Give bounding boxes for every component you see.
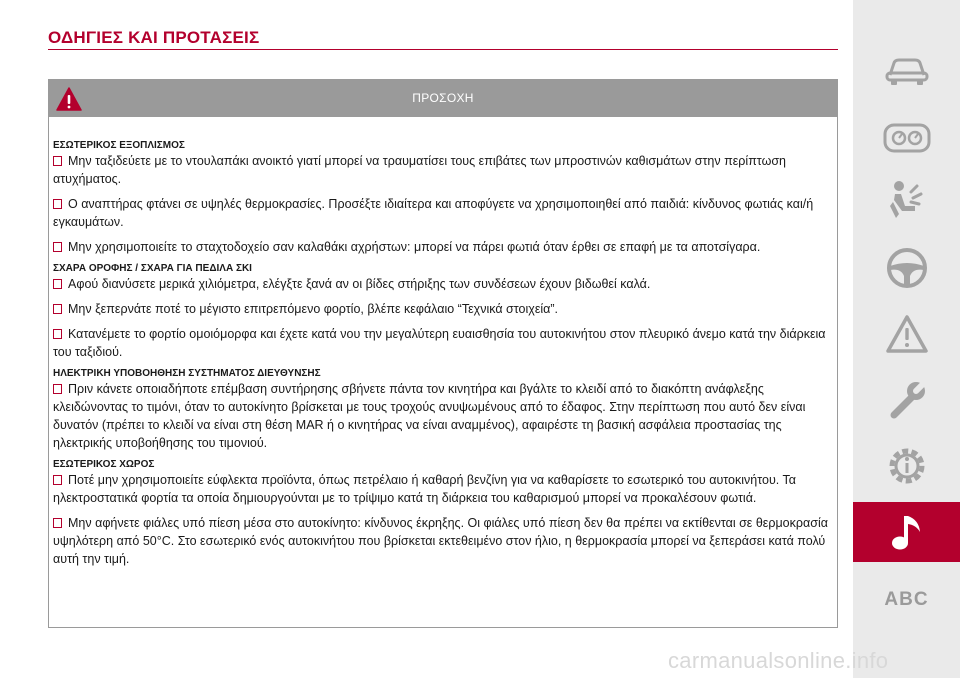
warning-body [53, 140, 839, 575]
sidebar-item-dashboard[interactable] [853, 108, 960, 168]
section-interior [53, 459, 839, 568]
bullet-item [53, 514, 839, 568]
wrench-icon [886, 379, 928, 421]
gear-info-icon [885, 444, 929, 488]
checkbox-bullet-icon [53, 475, 62, 485]
bullet-item [53, 275, 839, 293]
bullet-text: Ο αναπτήρας φτάνει σε υψηλές θερμοκρασίες. Προσέξτε ιδιαίτερα και αποφύγετε να χρησιμοποιηθεί από παιδιά: κίνδυνος φωτιάς και/ή εγκαυμάτων. [53, 197, 814, 229]
section-heading: ΕΣΩΤΕΡΙΚΟΣ ΕΞΟΠΛΙΣΜΟΣ [53, 140, 185, 151]
index-abc-label: ABC [884, 589, 929, 610]
warning-triangle-icon [885, 314, 929, 354]
sidebar-item-index[interactable] [853, 570, 960, 630]
checkbox-bullet-icon [53, 518, 62, 528]
section-interior-equipment [53, 140, 839, 256]
sidebar-item-technical-data[interactable] [853, 436, 960, 496]
bullet-item [53, 300, 839, 318]
bullet-item [53, 238, 839, 256]
bullet-item [53, 195, 839, 231]
section-power-steering [53, 368, 839, 452]
checkbox-bullet-icon [53, 242, 62, 252]
page-title: ΟΔΗΓΙΕΣ ΚΑΙ ΠΡΟΤΑΣΕΙΣ [48, 28, 260, 47]
bullet-text: Κατανέμετε το φορτίο ομοιόμορφα και έχετε κατά νου την μεγαλύτερη ευαισθησία του αυτοκινήτου στον πλευρικό άνεμο κατά την διάρκεια του ταξιδιού. [53, 327, 826, 359]
sidebar-item-maintenance[interactable] [853, 370, 960, 430]
bullet-text: Μην αφήνετε φιάλες υπό πίεση μέσα στο αυτοκίνητο: κίνδυνος έκρηξης. Οι φιάλες υπό πίεση δεν θα πρέπει να εκτίθενται σε θερμοκρασία υψηλότερη από 50°C. Στο εσωτερικό ενός αυτοκινήτου που βρίσκεται εκτεθειμένο στον ήλιο, η θερμοκρασία μπορεί να ξεπεράσει κατά πολύ αυτή την τιμή. [53, 516, 828, 566]
sidebar-item-multimedia[interactable] [853, 502, 960, 562]
checkbox-bullet-icon [53, 156, 62, 166]
bullet-text: Μην ταξιδεύετε με το ντουλαπάκι ανοικτό γιατί μπορεί να τραυματίσει τους επιβάτες των μπροστινών καθισμάτων στην περίπτωση ατυχήματος. [53, 154, 786, 186]
bullet-item [53, 152, 839, 188]
sidebar-item-warnings[interactable] [853, 304, 960, 364]
chapter-sidebar [853, 0, 960, 678]
seat-airbag-icon [885, 178, 929, 222]
title-divider [48, 49, 838, 50]
warning-title: ΠΡΟΣΟΧΗ [412, 91, 474, 105]
bullet-text: Μην ξεπερνάτε ποτέ το μέγιστο επιτρεπόμενο φορτίο, βλέπε κεφάλαιο “Τεχνικά στοιχεία”. [68, 302, 559, 316]
checkbox-bullet-icon [53, 304, 62, 314]
bullet-item [53, 471, 839, 507]
checkbox-bullet-icon [53, 329, 62, 339]
watermark: carmanualsonline.info [668, 648, 889, 673]
car-icon [884, 53, 930, 87]
sidebar-item-car[interactable] [853, 40, 960, 100]
sidebar-item-safety[interactable] [853, 170, 960, 230]
bullet-text: Αφού διανύσετε μερικά χιλιόμετρα, ελέγξτε ξανά αν οι βίδες στήριξης των συνδέσεων έχουν βιδωθεί καλά. [68, 277, 651, 291]
bullet-text: Πριν κάνετε οποιαδήποτε επέμβαση συντήρησης σβήνετε πάντα τον κινητήρα και βγάλτε το κλειδί από το διακόπτη ανάφλεξης κλειδώνοντας το τιμόνι, όταν το αυτοκίνητο βρίσκεται με τους τροχούς ανυψωμένους από το έδαφος. Στην περίπτωση που αυτό δεν είναι δυνατόν (πρέπει το κλειδί να είναι στη θέση MAR ή ο κινητήρας να είναι αναμμένος), αφαιρέστε τη βασική ασφάλεια προστασίας της ηλεκτρικής υποβοήθησης του τιμονιού. [53, 382, 806, 450]
section-heading: ΗΛΕΚΤΡΙΚΗ ΥΠΟΒΟΗΘΗΣΗ ΣΥΣΤΗΜΑΤΟΣ ΔΙΕΥΘΥΝΣΗΣ [53, 368, 321, 379]
dashboard-gauges-icon [883, 123, 931, 153]
checkbox-bullet-icon [53, 384, 62, 394]
bullet-text: Μην χρησιμοποιείτε το σταχτοδοχείο σαν καλαθάκι αχρήστων: μπορεί να πάρει φωτιά όταν έρθει σε επαφή με τα αποτσίγαρα. [68, 240, 761, 254]
warning-header [49, 80, 837, 117]
checkbox-bullet-icon [53, 199, 62, 209]
checkbox-bullet-icon [53, 279, 62, 289]
bullet-item [53, 380, 839, 452]
music-note-icon [889, 512, 925, 552]
warning-box [48, 79, 838, 628]
steering-wheel-icon [885, 246, 929, 290]
bullet-item [53, 325, 839, 361]
sidebar-item-steering[interactable] [853, 238, 960, 298]
section-heading: ΣΧΑΡΑ ΟΡΟΦΗΣ / ΣΧΑΡΑ ΓΙΑ ΠΕΔΙΛΑ ΣΚΙ [53, 263, 252, 274]
section-heading: ΕΣΩΤΕΡΙΚΟΣ ΧΩΡΟΣ [53, 459, 155, 470]
bullet-text: Ποτέ μην χρησιμοποιείτε εύφλεκτα προϊόντα, όπως πετρέλαιο ή καθαρή βενζίνη για να καθαρίσετε το εσωτερικό του αυτοκινήτου. Τα ηλεκτροστατικά φορτία τα οποία δημιουργούνται με το τρίψιμο κατά τη διάρκεια του καθαρισμού μπορεί να προκαλέσουν φωτιά. [53, 473, 796, 505]
section-roof-rack [53, 263, 839, 361]
